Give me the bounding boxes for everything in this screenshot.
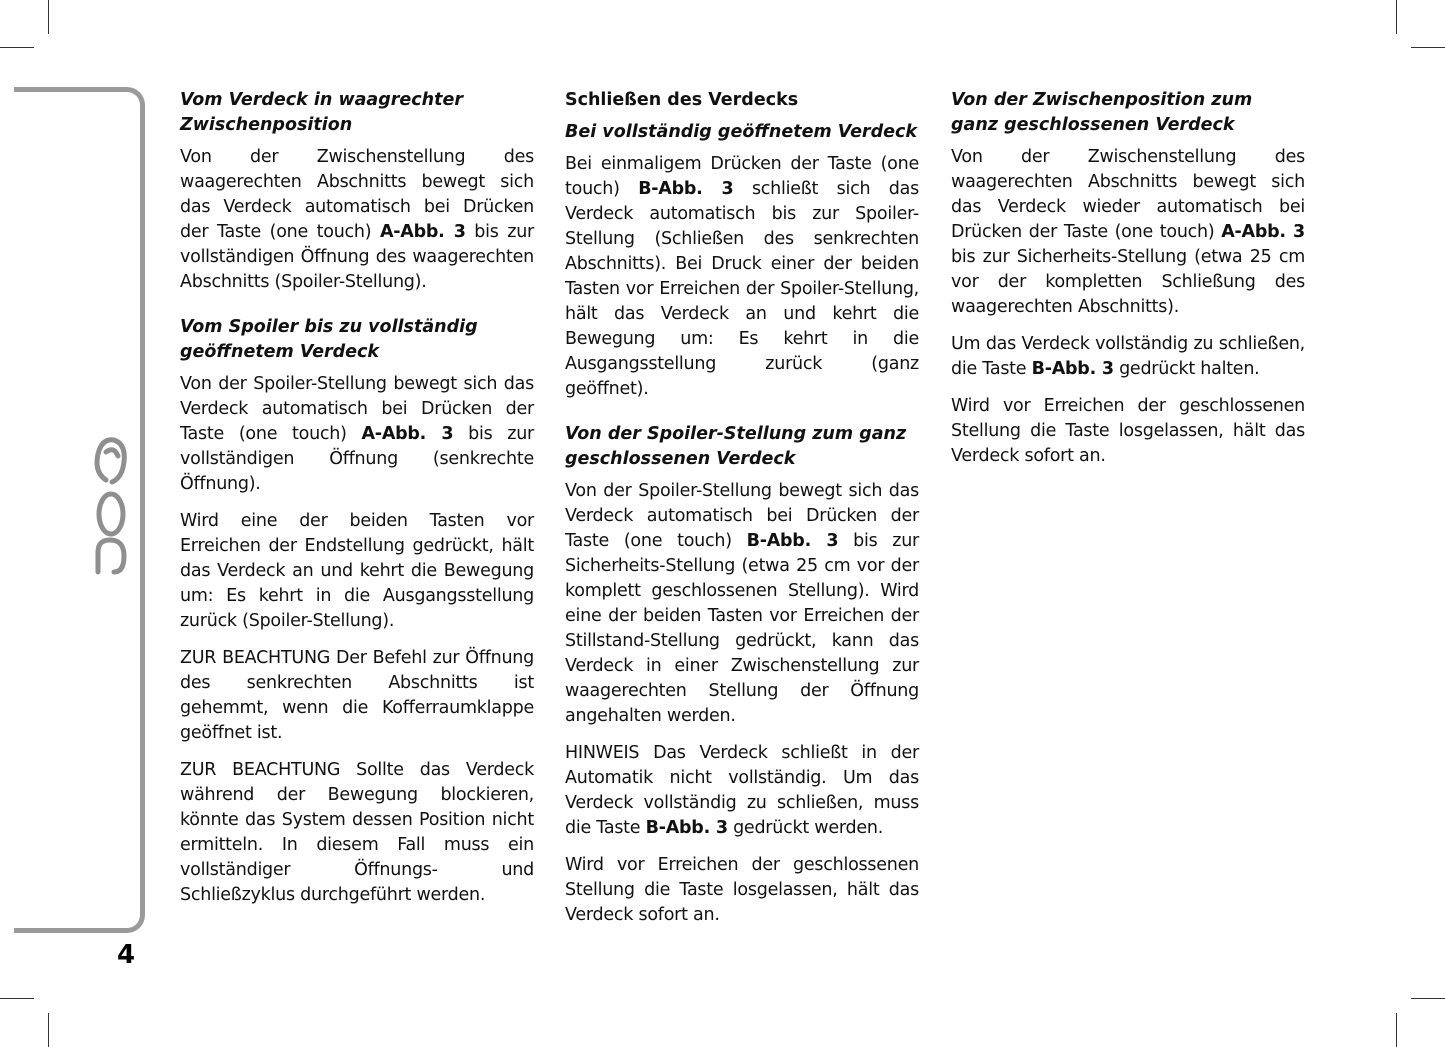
figure-reference: B-Abb. 3 xyxy=(746,531,839,551)
crop-mark xyxy=(0,47,34,48)
section-heading: Vom Verdeck in waagrechter Zwischenposition xyxy=(180,90,463,135)
crop-mark xyxy=(48,0,49,34)
figure-reference: B-Abb. 3 xyxy=(1031,359,1114,379)
crop-mark xyxy=(1396,1013,1397,1047)
crop-mark xyxy=(1411,47,1445,48)
paragraph: Von der Zwischenstellung des waagerechten Abschnitts bewegt sich das Verdeck automatisch bei Drücken der Taste (one touch) A-Abb. 3 bis zur vollständigen Öffnung des waagerechten Abschnitts (Spoiler-Stellung). xyxy=(180,147,534,292)
note-paragraph: ZUR BEACHTUNG Sollte das Verdeck während der Bewegung blockieren, könnte das System dessen Position nicht ermitteln. In diesem Fall muss ein vollständiger Öffnungs- und Schließzyklus durchgeführt werden. xyxy=(180,760,534,905)
figure-reference: A-Abb. 3 xyxy=(1221,222,1305,242)
paragraph: Wird eine der beiden Tasten vor Erreichen der Endstellung gedrückt, hält das Verdeck an und kehrt die Bewegung um: Es kehrt in die Ausgangsstellung zurück (Spoiler-Stellung). xyxy=(180,511,534,631)
section-heading: Bei vollständig geöffnetem Verdeck xyxy=(565,122,917,142)
figure-reference: A-Abb. 3 xyxy=(380,222,466,242)
crop-mark xyxy=(48,1013,49,1047)
note-paragraph: HINWEIS Das Verdeck schließt in der Automatik nicht vollständig. Um das Verdeck vollständig zu schließen, muss die Taste B-Abb. 3 gedrückt werden. xyxy=(565,743,919,838)
paragraph: Wird vor Erreichen der geschlossenen Stellung die Taste losgelassen, hält das Verdeck sofort an. xyxy=(565,855,919,925)
figure-reference: B-Abb. 3 xyxy=(645,818,728,838)
figure-reference: B-Abb. 3 xyxy=(638,179,734,199)
section-heading: Vom Spoiler bis zu vollständig geöffnetem Verdeck xyxy=(180,317,478,362)
paragraph: Von der Spoiler-Stellung bewegt sich das Verdeck automatisch bei Drücken der Taste (one touch) B-Abb. 3 bis zur Sicherheits-Stellung (etwa 25 cm vor der komplett geschlossenen Stellung). Wird eine der beiden Tasten vor Erreichen der Stillstand-Stellung gedrückt, kann das Verdeck in einer Zwischenstellung zur waagerechten Stellung der Öffnung angehalten werden. xyxy=(565,481,919,726)
text-column-1 xyxy=(180,88,534,920)
paragraph: Um das Verdeck vollständig zu schließen, die Taste B-Abb. 3 gedrückt halten. xyxy=(951,334,1305,379)
paragraph: Bei einmaligem Drücken der Taste (one touch) B-Abb. 3 schließt sich das Verdeck automatisch bis zur Spoiler-Stellung (Schließen des senkrechten Abschnitts). Bei Druck einer der beiden Tasten vor Erreichen der Spoiler-Stellung, hält das Verdeck an und kehrt die Bewegung um: Es kehrt in die Ausgangsstellung zurück (ganz geöffnet). xyxy=(565,154,919,399)
text-column-3 xyxy=(951,88,1305,481)
crop-mark xyxy=(1411,998,1445,999)
crop-mark xyxy=(0,998,34,999)
page-number: 4 xyxy=(117,940,136,970)
paragraph: Von der Spoiler-Stellung bewegt sich das Verdeck automatisch bei Drücken der Taste (one touch) A-Abb. 3 bis zur vollständigen Öffnung (senkrechte Öffnung). xyxy=(180,374,534,494)
page-section-title: Schließen des Verdecks xyxy=(565,90,799,110)
fiat-500-logo-icon xyxy=(84,432,132,582)
paragraph: Von der Zwischenstellung des waagerechten Abschnitts bewegt sich das Verdeck wieder automatisch bei Drücken der Taste (one touch) A-Abb. 3 bis zur Sicherheits-Stellung (etwa 25 cm vor der kompletten Schließung des waagerechten Abschnitts). xyxy=(951,147,1305,317)
note-paragraph: ZUR BEACHTUNG Der Befehl zur Öffnung des senkrechten Abschnitts ist gehemmt, wenn die Kofferraumklappe geöffnet ist. xyxy=(180,648,534,743)
section-heading: Von der Spoiler-Stellung zum ganz geschlossenen Verdeck xyxy=(565,424,907,469)
paragraph: Wird vor Erreichen der geschlossenen Stellung die Taste losgelassen, hält das Verdeck sofort an. xyxy=(951,396,1305,466)
section-heading: Von der Zwischenposition zum ganz geschlossenen Verdeck xyxy=(951,90,1253,135)
text-column-2 xyxy=(565,88,919,940)
figure-reference: A-Abb. 3 xyxy=(361,424,454,444)
crop-mark xyxy=(1396,0,1397,34)
